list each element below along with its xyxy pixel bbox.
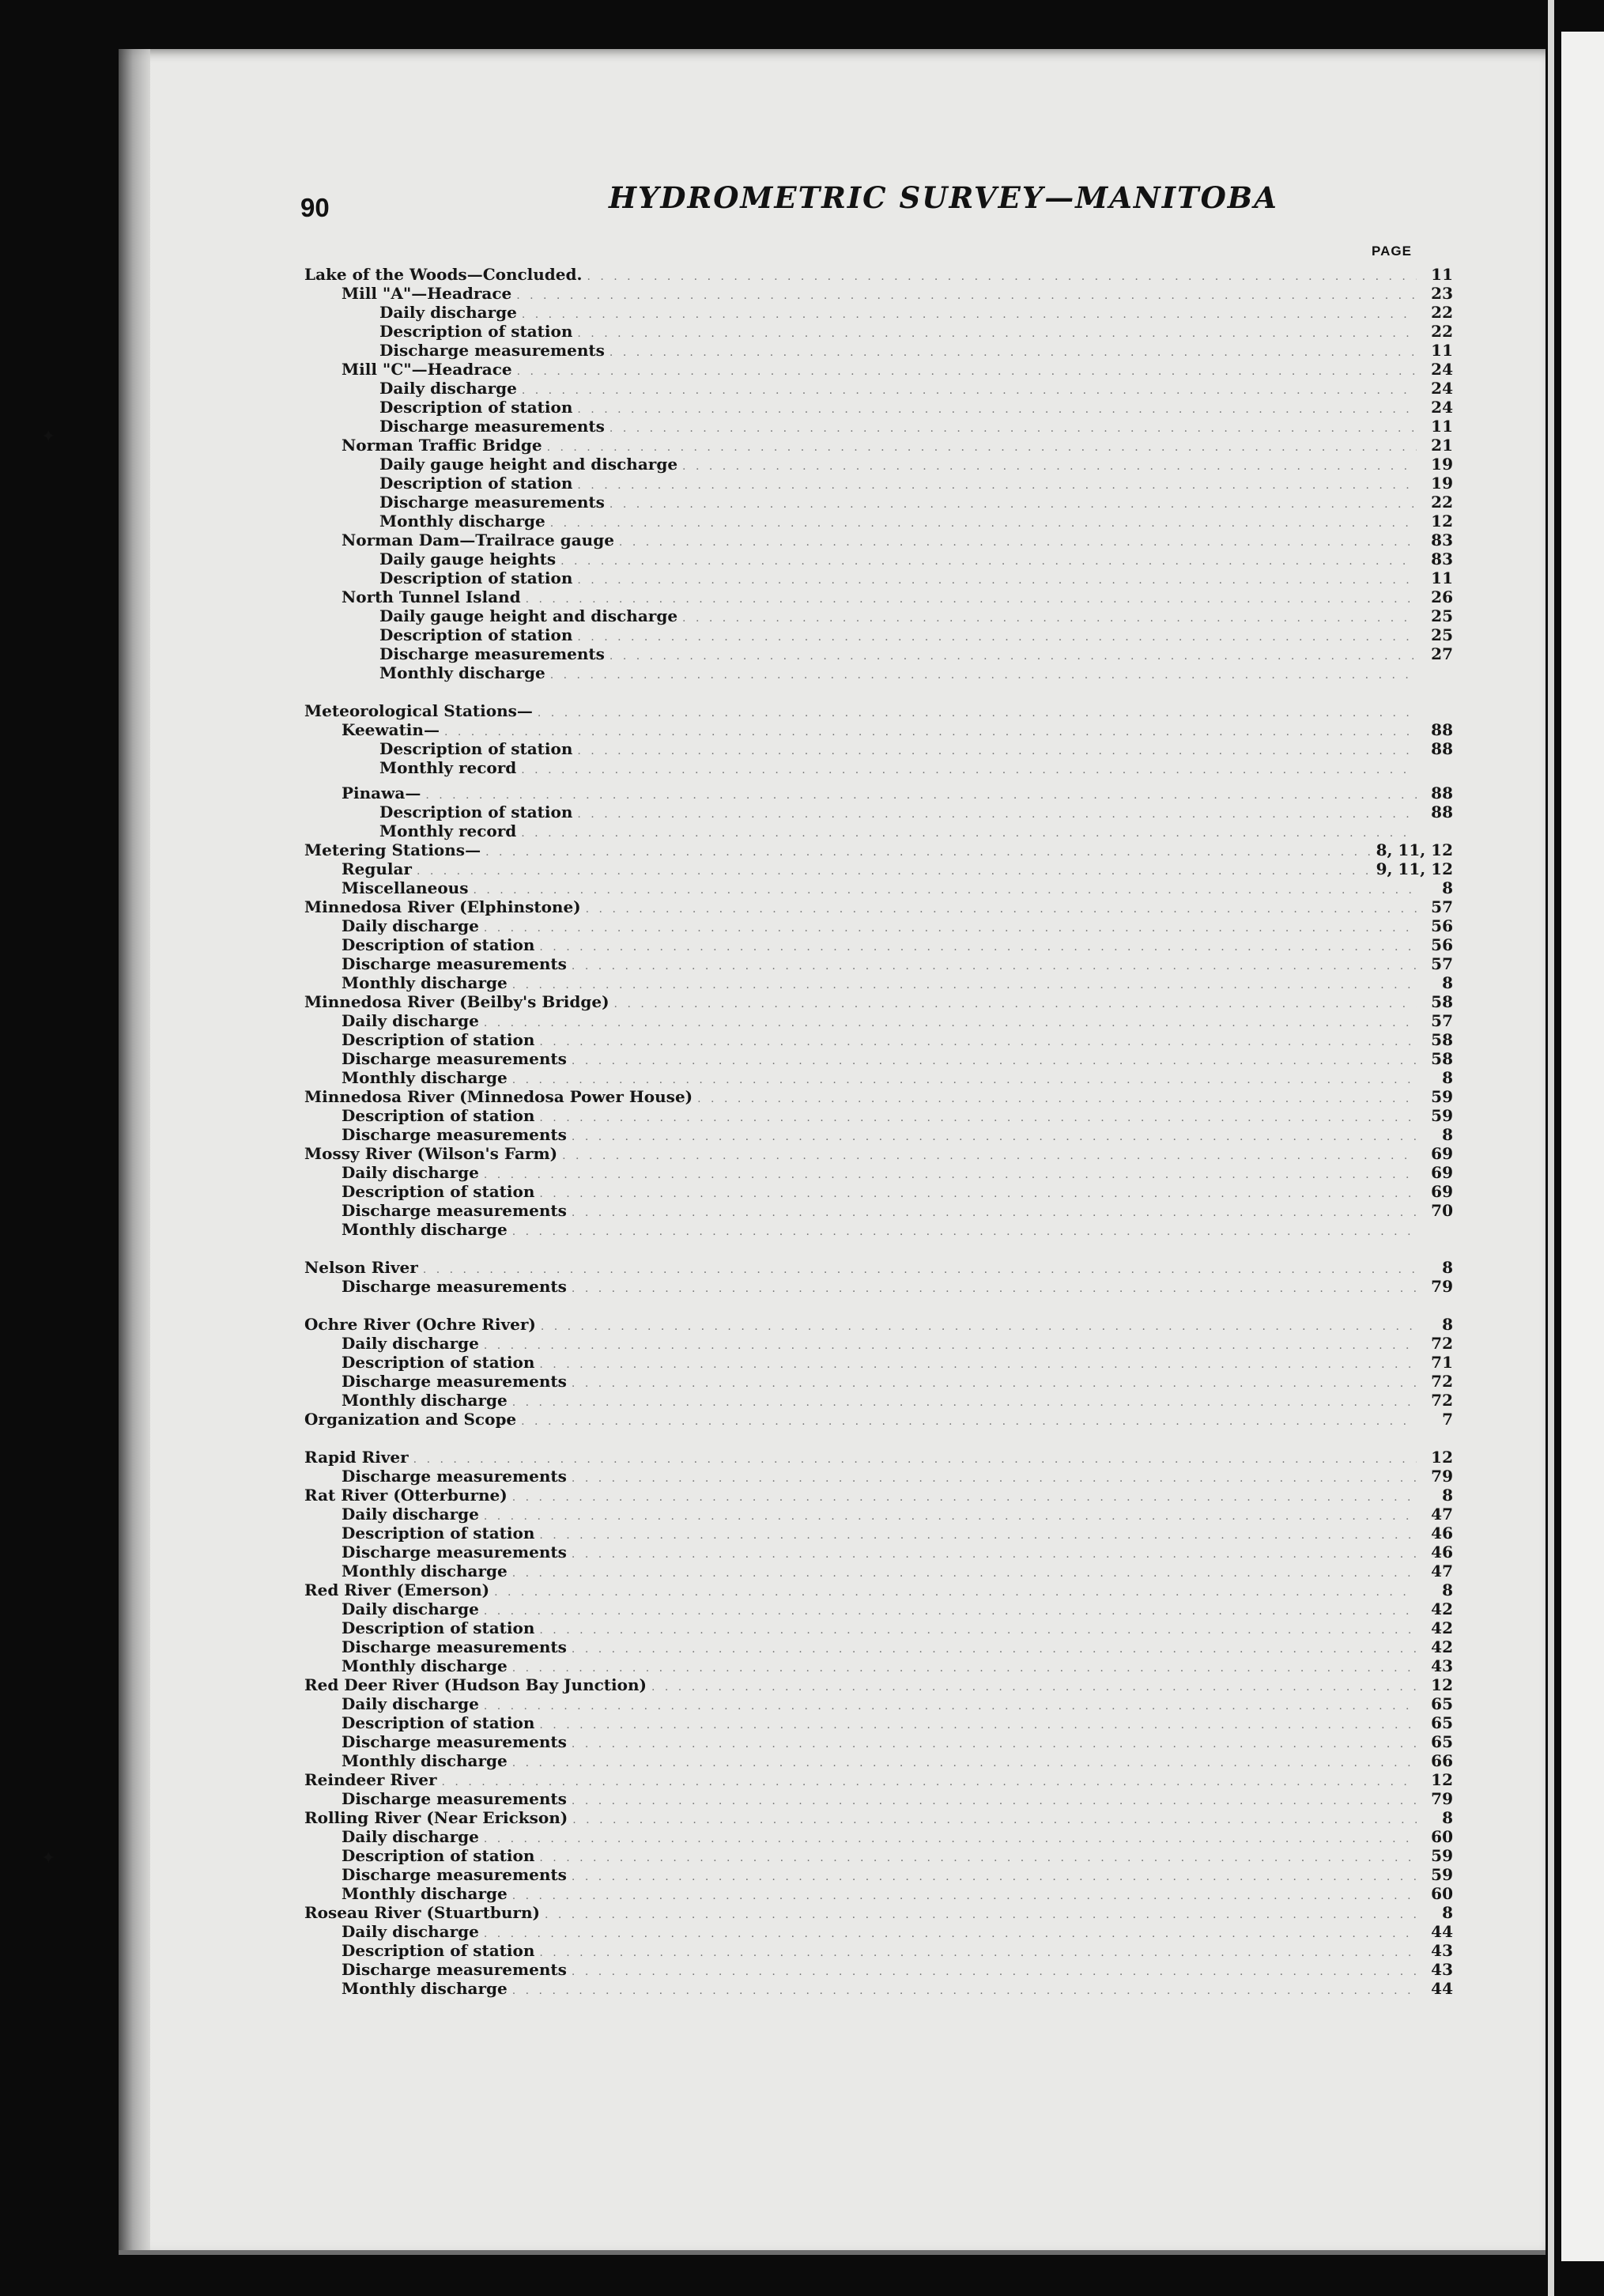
index-entry-label: Daily discharge: [342, 1505, 479, 1524]
index-page-ref: 42: [1431, 1637, 1453, 1656]
index-entry-label: Discharge measurements: [379, 341, 605, 360]
page-number: 90: [300, 193, 330, 222]
index-page-ref: 9, 11, 12: [1376, 859, 1453, 878]
index-page-ref: 47: [1431, 1505, 1453, 1524]
index-page-ref: 8: [1442, 1903, 1453, 1922]
index-page-ref: 24: [1431, 379, 1453, 398]
index-page-ref: 12: [1431, 1448, 1453, 1467]
index-entry-label: Daily discharge: [342, 1922, 479, 1941]
index-entry-label: Mill "A"—Headrace: [342, 284, 512, 303]
index-entry-label: Norman Dam—Trailrace gauge: [342, 531, 614, 549]
index-page-ref: 43: [1431, 1941, 1453, 1960]
index-page-ref: 65: [1431, 1732, 1453, 1751]
index-entry-label: Description of station: [379, 739, 573, 758]
index-page-ref: 8: [1442, 1580, 1453, 1599]
index-entry-label: Monthly discharge: [342, 1656, 508, 1675]
index-entry-label: Rolling River (Near Erickson): [304, 1808, 568, 1827]
index-page-ref: 25: [1431, 606, 1453, 625]
index-page-ref: 88: [1431, 739, 1453, 758]
index-page-ref: 11: [1431, 417, 1453, 436]
index-entry-label: Description of station: [342, 1106, 535, 1125]
index-entry-label: Discharge measurements: [342, 1732, 567, 1751]
index-page-ref: 23: [1431, 284, 1453, 303]
index-entry-label: Monthly discharge: [342, 1562, 508, 1580]
index-entry-label: Rapid River: [304, 1448, 409, 1467]
index-entry-label: Discharge measurements: [342, 1201, 567, 1220]
index-entry-label: Minnedosa River (Elphinstone): [304, 897, 581, 916]
index-entry-label: Description of station: [342, 935, 535, 954]
index-entry-label: Mossy River (Wilson's Farm): [304, 1144, 558, 1163]
index-entry-label: Monthly discharge: [342, 1884, 508, 1903]
index-page-ref: 19: [1431, 455, 1453, 474]
index-entry-label: Discharge measurements: [342, 1467, 567, 1486]
index-page-ref: 12: [1431, 1770, 1453, 1789]
index-page-ref: 88: [1431, 784, 1453, 802]
index-page-ref: 65: [1431, 1694, 1453, 1713]
index-page-ref: 47: [1431, 1562, 1453, 1580]
index-entry-label: Discharge measurements: [342, 1789, 567, 1808]
index-page-ref: 56: [1431, 916, 1453, 935]
index-entry-label: Discharge measurements: [342, 1543, 567, 1562]
index-entry-label: Daily gauge heights: [379, 549, 557, 568]
index-entry-label: Description of station: [379, 625, 573, 644]
index-page-ref: 69: [1431, 1163, 1453, 1182]
index-entry-label: Monthly discharge: [342, 1751, 508, 1770]
index-entry-label: Description of station: [342, 1353, 535, 1372]
index-page-ref: 79: [1431, 1467, 1453, 1486]
index-page-ref: 57: [1431, 954, 1453, 973]
index-entry-label: Red Deer River (Hudson Bay Junction): [304, 1675, 647, 1694]
index-page-ref: 59: [1431, 1106, 1453, 1125]
index-entry-label: Description of station: [379, 398, 573, 417]
index-page-ref: 83: [1431, 549, 1453, 568]
index-page-ref: 8: [1442, 1125, 1453, 1144]
index-entry-label: North Tunnel Island: [342, 587, 521, 606]
index-entry-label: Keewatin—: [342, 720, 440, 739]
index-page-ref: 8: [1442, 973, 1453, 992]
index-page-ref: 88: [1431, 720, 1453, 739]
index-entry-label: Daily discharge: [342, 1334, 479, 1353]
index-page-ref: 22: [1431, 322, 1453, 341]
index-page-ref: 70: [1431, 1201, 1453, 1220]
index-page-ref: 24: [1431, 360, 1453, 379]
index-entry-label: Pinawa—: [342, 784, 421, 802]
index-page-ref: 65: [1431, 1713, 1453, 1732]
index-page-ref: 24: [1431, 398, 1453, 417]
index-entry-label: Monthly record: [379, 821, 517, 840]
index-page-ref: 72: [1431, 1391, 1453, 1410]
index-page-ref: 72: [1431, 1334, 1453, 1353]
index-entry-label: Description of station: [379, 568, 573, 587]
index-entry-label: Monthly discharge: [379, 663, 545, 682]
index-page-ref: 79: [1431, 1277, 1453, 1296]
index-page-ref: 11: [1431, 568, 1453, 587]
index-page-ref: 8: [1442, 1258, 1453, 1277]
index-entry-label: Monthly discharge: [379, 512, 545, 531]
index-page-ref: 21: [1431, 436, 1453, 455]
index-entry-label: Monthly discharge: [342, 1391, 508, 1410]
index-page-ref: 27: [1431, 644, 1453, 663]
index-page-ref: 8: [1442, 1808, 1453, 1827]
index-entry-label: Regular: [342, 859, 412, 878]
index-page-ref: 58: [1431, 1049, 1453, 1068]
running-head: HYDROMETRIC SURVEY—MANITOBA: [609, 180, 1278, 215]
margin-mark: ✦: [41, 1849, 56, 1868]
index-entry-label: Daily gauge height and discharge: [379, 455, 678, 474]
index-page-ref: 8: [1442, 1315, 1453, 1334]
index-entry-label: Discharge measurements: [342, 954, 567, 973]
index-page-ref: 72: [1431, 1372, 1453, 1391]
index-page-ref: 8: [1442, 1486, 1453, 1505]
document-page: [119, 49, 1546, 2255]
index-entry-label: Description of station: [379, 802, 573, 821]
index-entry-label: Discharge measurements: [342, 1049, 567, 1068]
index-page-ref: 8, 11, 12: [1376, 840, 1453, 859]
index-entry-label: Miscellaneous: [342, 878, 469, 897]
index-page-ref: 19: [1431, 474, 1453, 493]
index-entry-label: Organization and Scope: [304, 1410, 517, 1429]
index-page-ref: 11: [1431, 341, 1453, 360]
index-page-ref: 88: [1431, 802, 1453, 821]
index-entry-label: Daily discharge: [342, 916, 479, 935]
index-page-ref: 42: [1431, 1618, 1453, 1637]
index-entry-label: Discharge measurements: [342, 1125, 567, 1144]
index-page-ref: 43: [1431, 1656, 1453, 1675]
index-page-ref: 57: [1431, 1011, 1453, 1030]
index-entry-label: Description of station: [342, 1030, 535, 1049]
index-page-ref: 69: [1431, 1182, 1453, 1201]
index-entry-label: Monthly discharge: [342, 973, 508, 992]
index-page-ref: 8: [1442, 1068, 1453, 1087]
index-page-ref: 56: [1431, 935, 1453, 954]
index-page-ref: 22: [1431, 493, 1453, 512]
index-entry-label: Discharge measurements: [379, 493, 605, 512]
index-page-ref: 42: [1431, 1599, 1453, 1618]
index-entry-label: Daily discharge: [342, 1599, 479, 1618]
index-entry-label: Daily gauge height and discharge: [379, 606, 678, 625]
index-page-ref: 25: [1431, 625, 1453, 644]
index-entry-label: Discharge measurements: [342, 1372, 567, 1391]
index-entry-label: Discharge measurements: [342, 1277, 567, 1296]
index-page-ref: 44: [1431, 1922, 1453, 1941]
index-entry-label: Description of station: [342, 1846, 535, 1865]
index-entry-label: Metering Stations—: [304, 840, 481, 859]
index-entry-label: Daily discharge: [379, 303, 517, 322]
index-entry-label: Mill "C"—Headrace: [342, 360, 512, 379]
index-entry-label: Daily discharge: [379, 379, 517, 398]
index-page-ref: 8: [1442, 878, 1453, 897]
index-entry-label: Lake of the Woods—Concluded.: [304, 265, 583, 284]
index-entry-label: Description of station: [379, 474, 573, 493]
page-binding-shadow: [119, 49, 150, 2255]
index-entry-label: Norman Traffic Bridge: [342, 436, 542, 455]
index-entry-label: Minnedosa River (Minnedosa Power House): [304, 1087, 693, 1106]
index-page-ref: 79: [1431, 1789, 1453, 1808]
index-entry-label: Daily discharge: [342, 1827, 479, 1846]
index-entry-label: Description of station: [342, 1713, 535, 1732]
index-entry-label: Roseau River (Stuartburn): [304, 1903, 540, 1922]
index-page-ref: 46: [1431, 1543, 1453, 1562]
index-entry-label: Monthly record: [379, 758, 517, 777]
index-entry-label: Rat River (Otterburne): [304, 1486, 508, 1505]
index-entry-label: Daily discharge: [342, 1694, 479, 1713]
index-page-ref: 69: [1431, 1144, 1453, 1163]
index-page-ref: 58: [1431, 1030, 1453, 1049]
page-edge: [1548, 0, 1554, 2296]
index-entry-label: Ochre River (Ochre River): [304, 1315, 536, 1334]
index-entry-label: Description of station: [342, 1524, 535, 1543]
index-page-ref: 43: [1431, 1960, 1453, 1979]
index-page-ref: 66: [1431, 1751, 1453, 1770]
index-entry-label: Description of station: [342, 1941, 535, 1960]
index-page-ref: 59: [1431, 1846, 1453, 1865]
index-page-ref: 57: [1431, 897, 1453, 916]
index-entry-label: Red River (Emerson): [304, 1580, 490, 1599]
index-entry-label: Monthly discharge: [342, 1979, 508, 1998]
index-entry-label: Meteorological Stations—: [304, 701, 533, 720]
index-entry-label: Nelson River: [304, 1258, 418, 1277]
index-page-ref: 22: [1431, 303, 1453, 322]
index-page-ref: 59: [1431, 1087, 1453, 1106]
index-entry-label: Discharge measurements: [379, 644, 605, 663]
index-entry-label: Description of station: [342, 1618, 535, 1637]
index-entry-label: Minnedosa River (Beilby's Bridge): [304, 992, 610, 1011]
index-entry-label: Monthly discharge: [342, 1220, 508, 1239]
index-page-ref: 60: [1431, 1827, 1453, 1846]
index-page-ref: 12: [1431, 1675, 1453, 1694]
index-page-ref: 60: [1431, 1884, 1453, 1903]
index-entry-label: Description of station: [379, 322, 573, 341]
index-entry-label: Daily discharge: [342, 1011, 479, 1030]
index-page-ref: 83: [1431, 531, 1453, 549]
index-page-ref: 46: [1431, 1524, 1453, 1543]
margin-mark: ✦: [41, 427, 56, 447]
index-page-ref: 44: [1431, 1979, 1453, 1998]
index-page-ref: 12: [1431, 512, 1453, 531]
index-entry-label: Discharge measurements: [342, 1865, 567, 1884]
index-entry-label: Description of station: [342, 1182, 535, 1201]
index-page-ref: 71: [1431, 1353, 1453, 1372]
index-page-ref: 7: [1442, 1410, 1453, 1429]
index-entry-label: Reindeer River: [304, 1770, 437, 1789]
page-column-heading: PAGE: [1372, 244, 1412, 259]
index-page-ref: 26: [1431, 587, 1453, 606]
index-entry-label: Discharge measurements: [342, 1637, 567, 1656]
index-entry-label: Daily discharge: [342, 1163, 479, 1182]
index-entry-label: Monthly discharge: [342, 1068, 508, 1087]
facing-page: [1561, 32, 1604, 2261]
index-page-ref: 59: [1431, 1865, 1453, 1884]
index-entry-label: Discharge measurements: [379, 417, 605, 436]
index-page-ref: 11: [1431, 265, 1453, 284]
page-bottom-shadow: [119, 2250, 1546, 2255]
index-page-ref: 58: [1431, 992, 1453, 1011]
index-entry-label: Discharge measurements: [342, 1960, 567, 1979]
